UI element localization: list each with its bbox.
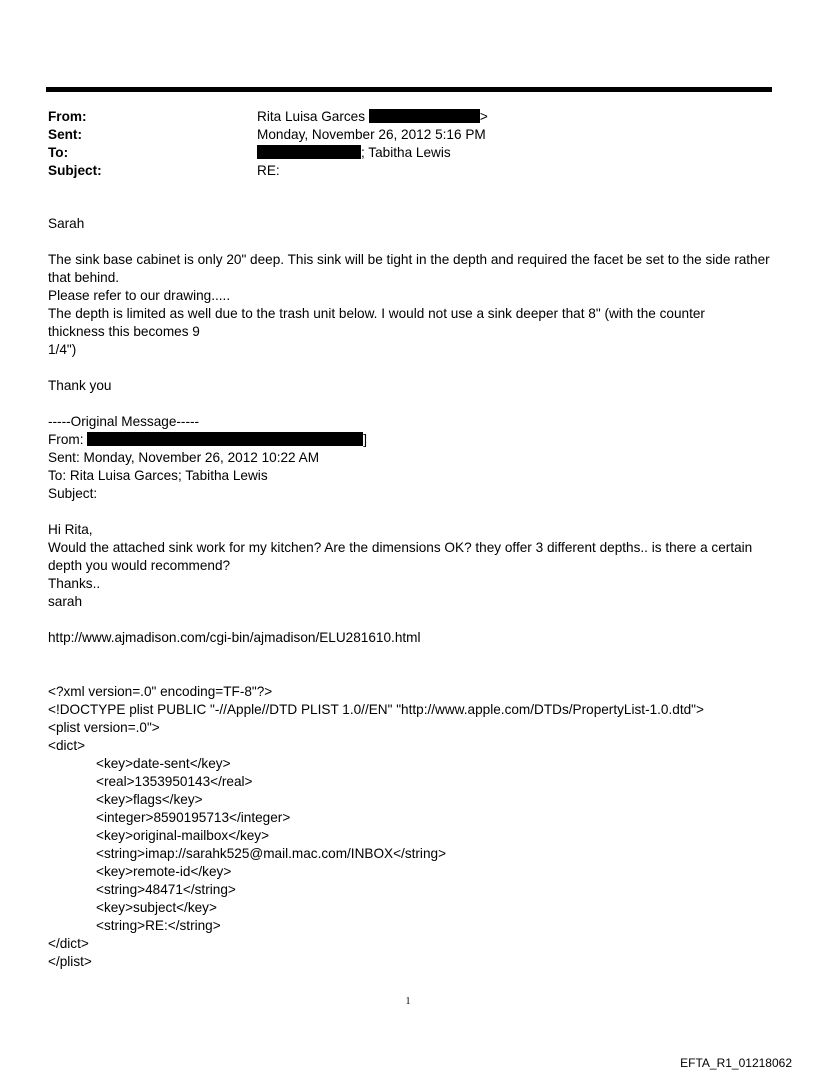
- plist-entry: <real>1353950143</real>: [96, 774, 253, 789]
- original-subject: Subject:: [48, 486, 98, 501]
- plist-open: <plist version=.0">: [48, 720, 160, 735]
- from-name: Rita Luisa Garces: [257, 109, 366, 124]
- reply-line: Please refer to our drawing.....: [48, 288, 231, 303]
- original-thanks: Thanks..: [48, 576, 101, 591]
- from-suffix: >: [479, 109, 488, 124]
- reply-line: The depth is limited as well due to the trash unit below. I would not use a sink deeper that 8" (with the counter: [48, 306, 705, 321]
- reply-line: thickness this becomes 9: [48, 324, 200, 339]
- from-value: [257, 108, 488, 126]
- original-from: [48, 431, 778, 449]
- original-line: depth you would recommend?: [48, 558, 231, 573]
- plist-entry: <key>date-sent</key>: [96, 756, 231, 771]
- reply-line: The sink base cabinet is only 20" deep. This sink will be tight in the depth and required the facet be set to the side rather: [48, 252, 770, 267]
- sent-label: Sent:: [48, 127, 82, 142]
- header-rule: [46, 87, 772, 92]
- plist-entry: <key>flags</key>: [96, 792, 203, 807]
- original-to: To: Rita Luisa Garces; Tabitha Lewis: [48, 468, 268, 483]
- dict-close: </dict>: [48, 936, 89, 951]
- plist-doctype: <!DOCTYPE plist PUBLIC "-//Apple//DTD PLIST 1.0//EN" "http://www.apple.com/DTDs/PropertyList-1.0.dtd">: [48, 702, 704, 717]
- reply-closing: Thank you: [48, 378, 112, 393]
- reply-greeting: Sarah: [48, 216, 85, 231]
- original-line: Would the attached sink work for my kitchen? Are the dimensions OK? they offer 3 different depths.. is there a certain: [48, 540, 753, 555]
- page-number: 1: [405, 996, 411, 1007]
- to-label: To:: [48, 145, 69, 160]
- subject-label: Subject:: [48, 163, 102, 178]
- email-body: [48, 215, 778, 971]
- from-row: [48, 108, 488, 126]
- original-greeting: Hi Rita,: [48, 522, 93, 537]
- plist-entry: <string>48471</string>: [96, 882, 236, 897]
- to-row: [48, 144, 488, 162]
- bates-number: EFTA_R1_01218062: [680, 1056, 792, 1070]
- plist-entry: <string>RE:</string>: [96, 918, 221, 933]
- redaction-box: [257, 145, 361, 159]
- original-from-label: From:: [48, 432, 84, 447]
- to-text: ; Tabitha Lewis: [361, 145, 451, 160]
- subject-value: RE:: [257, 163, 280, 178]
- original-sent: Sent: Monday, November 26, 2012 10:22 AM: [48, 450, 320, 465]
- redaction-box: [369, 109, 480, 123]
- reply-line: 1/4"): [48, 342, 77, 357]
- plist-entry: <key>subject</key>: [96, 900, 217, 915]
- product-url: http://www.ajmadison.com/cgi-bin/ajmadison/ELU281610.html: [48, 630, 421, 645]
- original-signature: sarah: [48, 594, 83, 609]
- reply-line: that behind.: [48, 270, 120, 285]
- plist-close: </plist>: [48, 954, 92, 969]
- from-label: From:: [48, 109, 87, 124]
- to-value: [257, 144, 451, 162]
- original-divider: -----Original Message-----: [48, 414, 200, 429]
- plist-entry: <key>original-mailbox</key>: [96, 828, 270, 843]
- redaction-box: [87, 432, 363, 446]
- plist-xml-decl: <?xml version=.0" encoding=TF-8"?>: [48, 684, 273, 699]
- plist-entry: <string>imap://sarahk525@mail.mac.com/INBOX</string>: [96, 846, 447, 861]
- dict-open: <dict>: [48, 738, 86, 753]
- sent-row: [48, 126, 488, 144]
- original-from-suffix: ]: [363, 432, 368, 447]
- plist-entry: <integer>8590195713</integer>: [96, 810, 291, 825]
- plist-entry: <key>remote-id</key>: [96, 864, 232, 879]
- subject-row: [48, 162, 488, 180]
- email-header: [48, 108, 488, 180]
- sent-value: Monday, November 26, 2012 5:16 PM: [257, 127, 486, 142]
